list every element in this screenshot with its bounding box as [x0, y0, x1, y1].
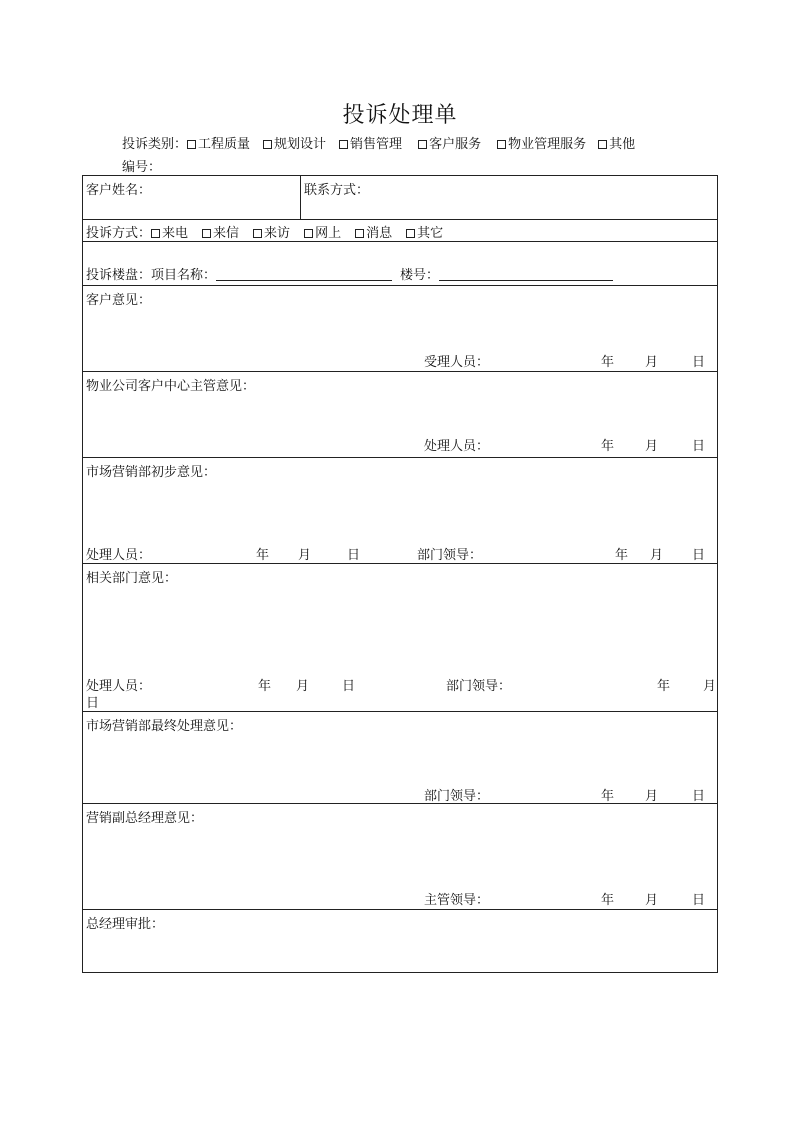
method-option[interactable]: 网上 [304, 226, 341, 241]
form-number-label: 编号： [122, 160, 162, 175]
complaint-method-row [83, 219, 717, 241]
checkbox[interactable] [497, 140, 506, 149]
method-option[interactable]: 其它 [406, 226, 443, 241]
checkbox[interactable] [339, 140, 348, 149]
complaint-method-label: 投诉方式： [86, 226, 152, 241]
gm-approval-label: 总经理审批： [86, 917, 165, 932]
date-month: 月 [650, 548, 664, 563]
customer-opinion-label: 客户意见： [86, 293, 152, 308]
checkbox[interactable] [263, 140, 272, 149]
building-number-field[interactable] [439, 268, 613, 281]
date-year: 年 [258, 679, 272, 694]
date-year: 年 [657, 679, 671, 694]
date-day: 日 [692, 355, 706, 370]
checkbox[interactable] [355, 229, 364, 238]
contact-label: 联系方式： [304, 183, 370, 198]
date-month: 月 [645, 893, 659, 908]
date-day: 日 [342, 679, 356, 694]
vp-opinion-section [83, 803, 717, 909]
category-option[interactable]: 物业管理服务 [497, 137, 586, 152]
date-day: 日 [347, 548, 361, 563]
complaint-category-line [122, 133, 648, 152]
date-day: 日 [692, 789, 706, 804]
supervisor-label: 主管领导： [424, 893, 490, 908]
method-option[interactable]: 来访 [253, 226, 290, 241]
date-day: 日 [692, 548, 706, 563]
date-day: 日 [692, 893, 706, 908]
property-opinion-section [83, 371, 717, 457]
customer-opinion-section [83, 285, 717, 371]
marketing-initial-label: 市场营销部初步意见： [86, 465, 217, 480]
date-year: 年 [601, 355, 615, 370]
cell-divider [300, 176, 301, 219]
department-leader-label: 部门领导： [446, 679, 512, 694]
gm-approval-section [83, 909, 717, 972]
date-month: 月 [298, 548, 312, 563]
date-month: 月 [645, 789, 659, 804]
form-title: 投诉处理单 [342, 103, 458, 128]
building-number-label: 楼号： [400, 268, 440, 283]
department-leader-label: 部门领导： [417, 548, 483, 563]
date-year: 年 [601, 789, 615, 804]
date-month: 月 [645, 439, 659, 454]
marketing-initial-section [83, 457, 717, 563]
complaint-category-label: 投诉类别： [122, 137, 188, 152]
date-year: 年 [601, 439, 615, 454]
complaint-method-line [86, 222, 443, 241]
receiver-label: 受理人员： [424, 355, 490, 370]
date-month: 月 [296, 679, 310, 694]
department-leader-label: 部门领导： [424, 789, 490, 804]
handler-label: 处理人员： [86, 679, 152, 694]
vp-opinion-label: 营销副总经理意见： [86, 811, 204, 826]
checkbox[interactable] [187, 140, 196, 149]
date-day: 日 [692, 439, 706, 454]
category-option[interactable]: 规划设计 [263, 137, 326, 152]
date-year: 年 [256, 548, 270, 563]
handler-label: 处理人员： [424, 439, 490, 454]
customer-name-label: 客户姓名： [86, 183, 152, 198]
category-option[interactable]: 工程质量 [187, 137, 250, 152]
checkbox[interactable] [151, 229, 160, 238]
project-name-field[interactable] [216, 268, 392, 281]
form-table [82, 175, 718, 973]
handler-label: 处理人员： [86, 548, 152, 563]
date-year: 年 [615, 548, 629, 563]
date-month: 月 [703, 679, 717, 694]
date-year: 年 [601, 893, 615, 908]
property-opinion-label: 物业公司客户中心主管意见： [86, 379, 256, 394]
date-month: 月 [645, 355, 659, 370]
category-option[interactable]: 客户服务 [418, 137, 481, 152]
method-option[interactable]: 消息 [355, 226, 392, 241]
marketing-final-label: 市场营销部最终处理意见： [86, 719, 243, 734]
checkbox[interactable] [418, 140, 427, 149]
category-option[interactable]: 其他 [598, 137, 635, 152]
checkbox[interactable] [253, 229, 262, 238]
complaint-property-line [86, 264, 613, 283]
date-day: 日 [86, 696, 100, 711]
method-option[interactable]: 来电 [151, 226, 188, 241]
complaint-property-row [83, 241, 717, 285]
related-dept-label: 相关部门意见： [86, 571, 178, 586]
method-option[interactable]: 来信 [202, 226, 239, 241]
customer-info-row [83, 176, 717, 219]
checkbox[interactable] [598, 140, 607, 149]
checkbox[interactable] [406, 229, 415, 238]
checkbox[interactable] [202, 229, 211, 238]
category-option[interactable]: 销售管理 [339, 137, 402, 152]
checkbox[interactable] [304, 229, 313, 238]
project-name-label: 投诉楼盘：项目名称： [86, 268, 217, 283]
marketing-final-section [83, 711, 717, 803]
related-dept-section [83, 563, 717, 711]
